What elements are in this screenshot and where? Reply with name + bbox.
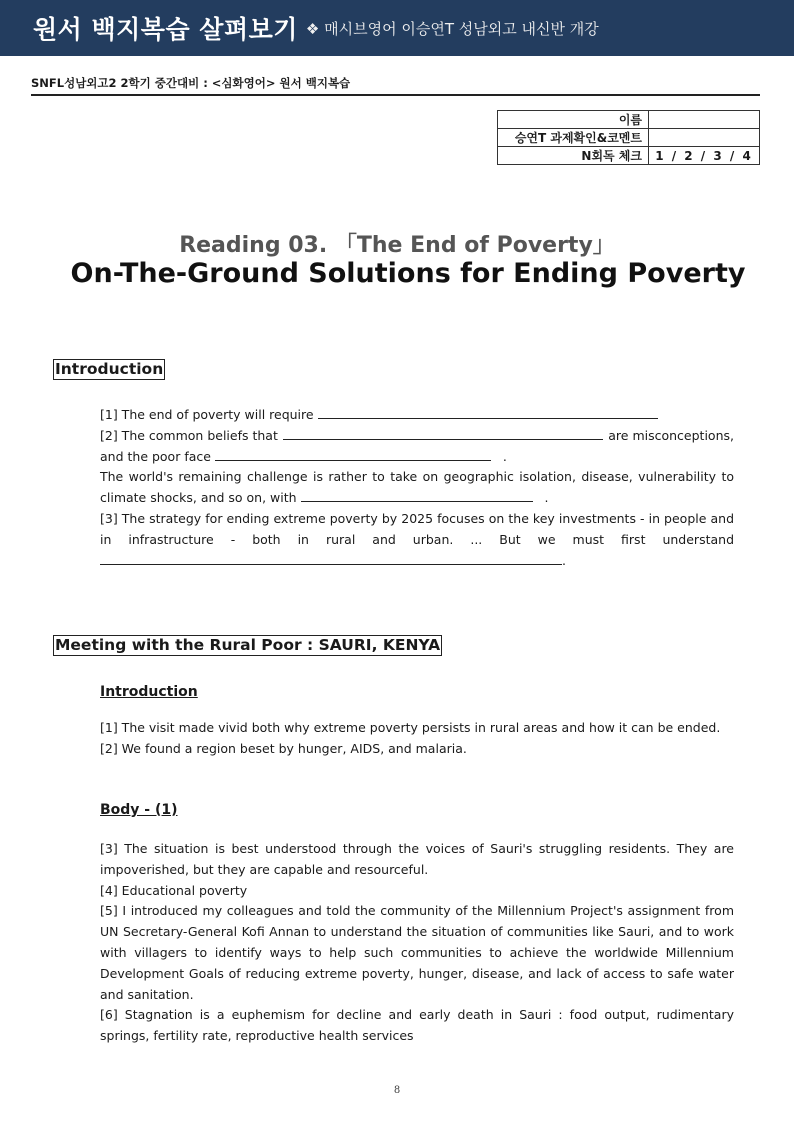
- rounds-label: N회독 체크: [498, 147, 649, 165]
- body-p3: [3] The situation is best understood through the voices of Sauri's struggling residents. They are impoverished, but they are capable and resourceful.: [100, 841, 734, 877]
- answer-blank[interactable]: [283, 427, 603, 440]
- rounds-value: 1 / 2 / 3 / 4: [649, 147, 760, 165]
- rural-body-paragraphs: [100, 839, 734, 1047]
- header-banner: [0, 0, 794, 56]
- header-title: 원서 백지복습 살펴보기: [33, 15, 298, 44]
- intro-p2: [2] The common beliefs that are misconceptions,: [100, 427, 734, 443]
- body-p6: [6] Stagnation is a euphemism for decline and early death in Sauri : food output, rudimentary springs, fertility rate, reproductive health services: [100, 1007, 734, 1044]
- answer-blank[interactable]: [318, 406, 658, 419]
- reading-subtitle: Reading 03. 「The End of Poverty」: [179, 233, 615, 258]
- answer-blank[interactable]: [100, 552, 562, 565]
- check-row-comment: [498, 129, 760, 147]
- rural-intro-p2: [2] We found a region beset by hunger, AIDS, and malaria.: [100, 740, 467, 756]
- check-table: [497, 110, 760, 165]
- document-course-line: SNFL성남외고2 2학기 중간대비 : <심화영어> 원서 백지복습: [31, 75, 760, 96]
- intro-section-heading: Introduction: [55, 360, 164, 378]
- name-label: 이름: [498, 111, 649, 129]
- check-row-name: [498, 111, 760, 129]
- rural-intro-heading: Introduction: [100, 684, 198, 700]
- reading-title: On-The-Ground Solutions for Ending Poverty: [70, 258, 746, 289]
- intro-p2-line2: and the poor face .: [100, 448, 507, 464]
- intro-paragraphs: [100, 405, 734, 571]
- rural-intro-p1: [1] The visit made vivid both why extreme poverty persists in rural areas and how it can be ended.: [100, 720, 721, 735]
- rural-intro-paragraphs: [100, 718, 734, 760]
- answer-blank[interactable]: [301, 489, 533, 502]
- rural-body-heading: Body - (1): [100, 802, 178, 818]
- comment-value[interactable]: [649, 129, 760, 147]
- intro-p2-line3: The world's remaining challenge is rather to take on geographic isolation, disease, vulnerability to: [100, 469, 734, 485]
- page-number: 8: [393, 1085, 401, 1096]
- rural-section-heading: Meeting with the Rural Poor : SAURI, KENYA: [55, 636, 441, 654]
- header-subtitle: ❖ 매시브영어 이승연T 성남외고 내신반 개강: [305, 19, 599, 38]
- intro-p1: [1] The end of poverty will require: [100, 405, 734, 426]
- name-value[interactable]: [649, 111, 760, 129]
- intro-p2-line4: climate shocks, and so on, with .: [100, 490, 549, 506]
- answer-blank[interactable]: [215, 448, 491, 461]
- body-p5: [5] I introduced my colleagues and told the community of the Millennium Project's assignment from UN Secretary-General Kofi Annan to understand the situation of communities like Sauri, and to work with villagers to identify ways to help such communities to achieve the worldwide Millennium Development Goals of reducing extreme poverty, hunger, disease, and lack of access to safe water and sanitation.: [100, 903, 734, 1002]
- intro-p3-line2: in infrastructure - both in rural and urban. ... But we must first understand: [100, 531, 734, 547]
- intro-p3-line3: .: [100, 551, 734, 572]
- check-row-rounds: [498, 147, 760, 165]
- intro-p3-line1: [3] The strategy for ending extreme poverty by 2025 focuses on the key investments - in people and: [100, 510, 734, 526]
- comment-label: 승연T 과제확인&코멘트: [498, 129, 649, 147]
- body-p4: [4] Educational poverty: [100, 882, 248, 898]
